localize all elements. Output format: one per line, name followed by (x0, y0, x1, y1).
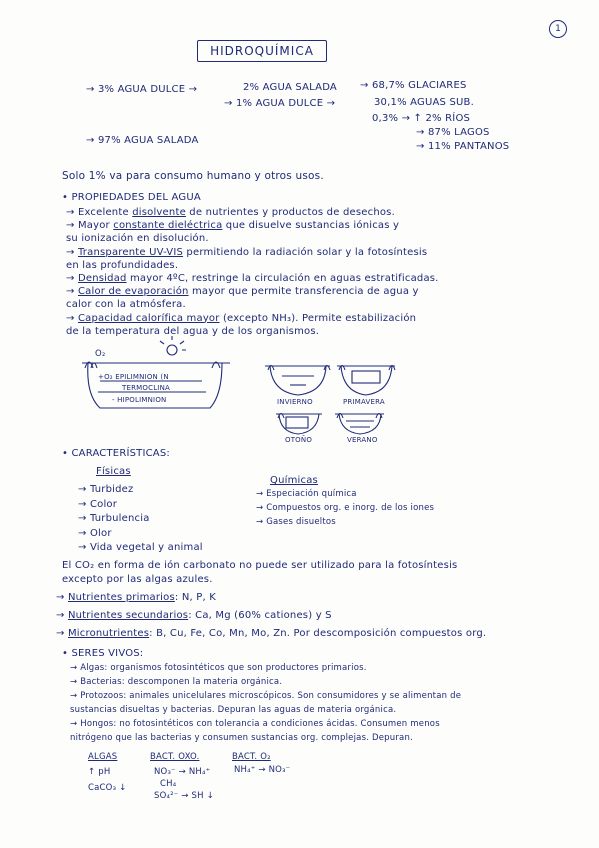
property-text: mayor que permite transferencia de agua y (188, 286, 419, 298)
property-text: que disuelve sustancias iónicas y (222, 220, 400, 232)
surface-line: 0,3% → ↑ 2% RÍOS (372, 113, 471, 124)
nutrient-label: Nutrientes primarios (67, 592, 175, 603)
property-text: en las profundidades. (66, 259, 179, 271)
physical-item: → Olor (78, 527, 112, 539)
autumn-lake-diagram (276, 414, 322, 435)
property-keyword: Calor de evaporación (77, 286, 189, 298)
chemical-item: → Compuestos org. e inorg. de los iones (256, 503, 435, 513)
property-text: → (66, 246, 78, 258)
physical-item: → Turbidez (78, 484, 134, 495)
nutrient-label: Nutrientes secundarios (67, 610, 189, 621)
nutrient-rest: : Ca, Mg (60% cationes) y S (188, 610, 332, 621)
swamps-line: → 11% PANTANOS (416, 141, 510, 152)
algas-row-1: ↑ pH (88, 767, 111, 777)
epilimnion-label: +O₂ EPILIMNION (N (98, 373, 169, 381)
property-text: su ionización en disolución. (66, 233, 209, 245)
summer-label: VERANO (347, 436, 378, 444)
property-text: de la temperatura del agua y de los organismos. (66, 325, 320, 337)
characteristics-heading: • CARACTERÍSTICAS: (62, 448, 170, 459)
physical-item: → Turbulencia (78, 513, 150, 524)
oxygen-label: O₂ (95, 349, 106, 359)
groundwater-line: 30,1% AGUAS SUB. (374, 97, 474, 108)
property-text: → Excelente (66, 207, 133, 218)
property-keyword: Capacidad calorífica mayor (77, 312, 220, 324)
nutrient-prefix: → (56, 628, 68, 639)
living-heading: • SERES VIVOS: (62, 648, 144, 659)
property-keyword: Transparente UV-VIS (77, 246, 184, 258)
co2-line-2: excepto por las algas azules. (62, 574, 213, 585)
algas-row-2: CaCO₃ ↓ (88, 783, 127, 793)
property-text: → Mayor (66, 220, 114, 232)
physical-item: → Color (78, 498, 118, 510)
oxo-row-3: SO₄²⁻ → SH ↓ (154, 791, 214, 801)
physical-item: → Vida vegetal y animal (78, 542, 203, 553)
table-header-o2: BACT. O₂ (232, 752, 271, 762)
living-item: nitrógeno que las bacterias y consumen sustancias org. complejas. Depuran. (70, 733, 413, 743)
spring-lake-diagram (337, 366, 395, 396)
o2-row-1: NH₄⁺ → NO₃⁻ (234, 765, 291, 775)
fresh-split-fresh: → 1% AGUA DULCE → (224, 98, 336, 109)
intro-text: Solo 1% va para consumo humano y otros usos. (62, 170, 324, 182)
property-text: → (66, 312, 78, 324)
nutrient-line (56, 592, 216, 603)
hipolimnion-label: - HIPOLIMNION (112, 396, 167, 404)
property-keyword: Densidad (77, 273, 127, 284)
living-item: → Algas: organismos fotosintéticos que son productores primarios. (70, 663, 367, 673)
property-keyword: constante dieléctrica (113, 220, 223, 232)
fresh-water-line: → 3% AGUA DULCE → (86, 84, 198, 95)
winter-label: INVIERNO (277, 398, 313, 406)
fresh-split-salty: 2% AGUA SALADA (243, 82, 337, 93)
property-text: mayor 4ºC, restringe la circulación en aguas estratificadas. (126, 273, 439, 284)
termoclina-label: TERMOCLINA (122, 384, 170, 392)
nutrient-line (56, 628, 486, 639)
glaciers-line: → 68,7% GLACIARES (360, 80, 467, 91)
co2-line-1: El CO₂ en forma de ión carbonato no puede ser utilizado para la fotosíntesis (62, 560, 458, 571)
property-text: (excepto NH₃). Permite estabilización (219, 312, 417, 324)
chemical-item: → Especiación química (256, 489, 357, 499)
nutrient-prefix: → (56, 610, 68, 621)
salty-water-line: → 97% AGUA SALADA (86, 135, 199, 146)
property-keyword: disolvente (132, 207, 186, 218)
nutrient-label: Micronutrientes (67, 628, 150, 639)
physical-heading: Físicas (96, 466, 131, 477)
nutrient-line (56, 610, 332, 621)
property-text: → (66, 286, 78, 298)
spring-label: PRIMAVERA (343, 398, 385, 406)
chemical-heading: Químicas (270, 475, 318, 486)
living-item: → Protozoos: animales unicelulares microscópicos. Son consumidores y se alimentan de (70, 691, 462, 701)
living-item: → Hongos: no fotosintéticos con tolerancia a condiciones ácidas. Consumen menos (70, 719, 440, 729)
table-header-algas: ALGAS (88, 752, 118, 762)
table-header-oxo: BACT. OXO. (150, 752, 200, 762)
living-item: → Bacterias: descomponen la materia orgánica. (70, 677, 283, 687)
property-text: → (66, 273, 78, 284)
oxo-row-1: NO₃⁻ → NH₄⁺ (154, 767, 211, 777)
summer-lake-diagram (335, 414, 384, 435)
properties-heading: • PROPIEDADES DEL AGUA (62, 192, 201, 203)
property-text: calor con la atmósfera. (66, 299, 186, 311)
page-number: 1 (549, 20, 567, 38)
page-title: HIDROQUÍMICA (197, 40, 327, 62)
oxo-row-2: CH₄ (160, 779, 177, 789)
nutrient-prefix: → (56, 592, 68, 603)
nutrient-rest: : B, Cu, Fe, Co, Mn, Mo, Zn. Por descomposición compuestos org. (149, 628, 487, 639)
chemical-item: → Gases disueltos (256, 517, 336, 527)
autumn-label: OTOÑO (285, 436, 313, 444)
living-item: sustancias disueltas y bacterias. Depuran las aguas de materia orgánica. (70, 705, 397, 715)
lakes-line: → 87% LAGOS (416, 127, 490, 138)
nutrient-rest: : N, P, K (174, 592, 217, 603)
winter-lake-diagram (265, 366, 330, 396)
property-text: de nutrientes y productos de desechos. (185, 207, 395, 218)
property-text: permitiendo la radiación solar y la fotosíntesis (183, 246, 428, 258)
